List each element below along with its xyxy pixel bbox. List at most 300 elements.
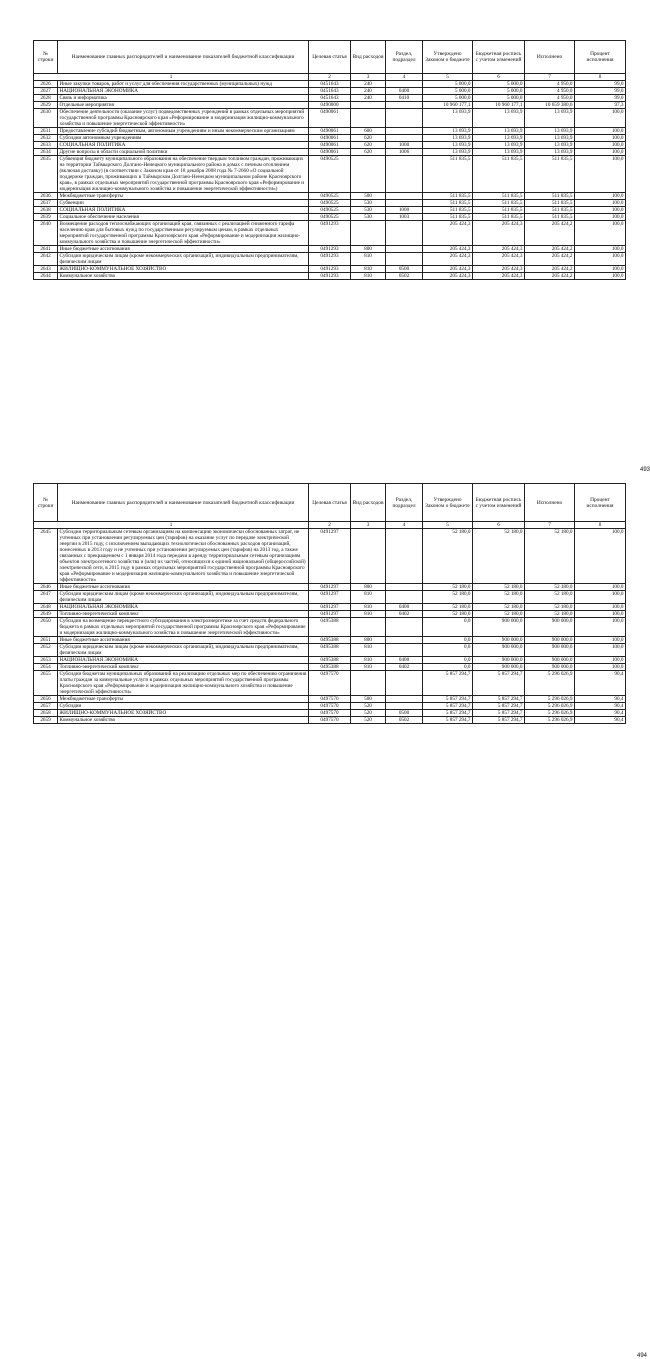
expense-type-cell: 810: [351, 273, 386, 280]
executed-amount-cell: 900 000,0: [525, 657, 575, 664]
row-name-cell: Субсидии: [58, 703, 309, 710]
column-number-cell: 3: [351, 74, 386, 81]
section-cell: 0400: [386, 657, 423, 664]
expense-type-cell: 520: [351, 703, 386, 710]
target-article-cell: 0495388: [309, 657, 351, 664]
approved-amount-cell: 511 835,5: [423, 200, 473, 207]
row-number-cell: 2635: [34, 156, 58, 193]
budget-list-amount-cell: 900 000,0: [473, 644, 525, 657]
row-name-cell: Субсидии на возмещение перекрестного субсидирования в электроэнергетике за счет средств федерального бюджета в рамках отдельных мероприятий государственной программы Красноярского края «Реформирование и модернизация жилищно-коммунального хозяйства и повышение энергетической эффективности»: [58, 618, 309, 637]
target-article-cell: 0491297: [309, 529, 351, 584]
expense-type-cell: 620: [351, 149, 386, 156]
executed-amount-cell: 900 000,0: [525, 637, 575, 644]
percent-cell: 100,0: [575, 266, 626, 273]
approved-amount-cell: 13 693,9: [423, 135, 473, 142]
table-row: [34, 95, 626, 102]
table-row: [34, 696, 626, 703]
section-cell: [386, 671, 423, 696]
percent-cell: 90,4: [575, 696, 626, 703]
row-number-cell: 2654: [34, 664, 58, 671]
header-row-number: № строки: [34, 484, 58, 522]
percent-cell: 100,0: [575, 221, 626, 246]
row-number-cell: 2627: [34, 88, 58, 95]
target-article-cell: 0490000: [309, 102, 351, 109]
approved-amount-cell: 52 180,0: [423, 591, 473, 604]
approved-amount-cell: 13 693,9: [423, 142, 473, 149]
executed-amount-cell: 52 180,0: [525, 604, 575, 611]
row-name-cell: СОЦИАЛЬНАЯ ПОЛИТИКА: [58, 142, 309, 149]
percent-cell: 100,0: [575, 529, 626, 584]
target-article-cell: 0490525: [309, 214, 351, 221]
target-article-cell: 0495388: [309, 618, 351, 637]
table-row: [34, 266, 626, 273]
approved-amount-cell: 0,0: [423, 644, 473, 657]
table-row: [34, 207, 626, 214]
budget-list-amount-cell: 511 835,5: [473, 193, 525, 200]
header-executed: Исполнено: [525, 41, 575, 74]
expense-type-cell: [351, 221, 386, 246]
budget-list-amount-cell: 5 857 294,7: [473, 717, 525, 724]
row-name-cell: Иные бюджетные ассигнования: [58, 584, 309, 591]
target-article-cell: 0491293: [309, 273, 351, 280]
percent-cell: 100,0: [575, 207, 626, 214]
section-cell: 0400: [386, 604, 423, 611]
section-cell: 0500: [386, 266, 423, 273]
target-article-cell: 0490061: [309, 142, 351, 149]
budget-list-amount-cell: 205 424,3: [473, 253, 525, 266]
section-cell: [386, 618, 423, 637]
approved-amount-cell: 13 693,9: [423, 128, 473, 135]
approved-amount-cell: 205 424,3: [423, 273, 473, 280]
target-article-cell: 0451643: [309, 95, 351, 102]
approved-amount-cell: 205 424,3: [423, 221, 473, 246]
section-cell: [386, 584, 423, 591]
executed-amount-cell: 5 296 026,9: [525, 696, 575, 703]
approved-amount-cell: 5 000,0: [423, 88, 473, 95]
row-name-cell: Отдельные мероприятия: [58, 102, 309, 109]
percent-cell: 100,0: [575, 611, 626, 618]
budget-list-amount-cell: 13 693,9: [473, 142, 525, 149]
executed-amount-cell: 13 693,9: [525, 142, 575, 149]
executed-amount-cell: 4 950,0: [525, 95, 575, 102]
section-cell: 0502: [386, 273, 423, 280]
header-expense-type: Вид расходов: [351, 484, 386, 522]
approved-amount-cell: 5 857 294,7: [423, 696, 473, 703]
row-name-cell: Межбюджетные трансферты: [58, 696, 309, 703]
section-cell: 1000: [386, 207, 423, 214]
row-name-cell: Субсидии бюджетам муниципальных образований на реализацию отдельных мер по обеспечению ограничения платы граждан за коммунальные услуги в рамках отдельных мероприятий государственной программы Красноярского края «Реформирование и модернизация жилищно-коммунального хозяйства и повышение энергетической эффективности»: [58, 671, 309, 696]
row-name-cell: Топливно-энергетический комплекс: [58, 611, 309, 618]
target-article-cell: 0491293: [309, 253, 351, 266]
table-row: [34, 221, 626, 246]
row-name-cell: Обеспечение деятельности (оказание услуг) подведомственных учреждений в рамках отдельных мероприятий государственной программы Красноярского края «Реформирование и модернизация жилищно-коммунального хозяйства и повышение энергетической эффективности»: [58, 109, 309, 128]
executed-amount-cell: 13 693,9: [525, 135, 575, 142]
column-number-row: [34, 74, 626, 81]
executed-amount-cell: 4 950,0: [525, 88, 575, 95]
expense-type-cell: 500: [351, 193, 386, 200]
target-article-cell: 0490061: [309, 135, 351, 142]
percent-cell: 100,0: [575, 142, 626, 149]
budget-list-amount-cell: 52 180,0: [473, 604, 525, 611]
executed-amount-cell: 5 296 026,9: [525, 717, 575, 724]
row-number-cell: 2638: [34, 207, 58, 214]
budget-list-amount-cell: 205 424,3: [473, 273, 525, 280]
percent-cell: 100,0: [575, 664, 626, 671]
percent-cell: 99,0: [575, 95, 626, 102]
row-number-cell: 2630: [34, 109, 58, 128]
section-cell: [386, 696, 423, 703]
table-row: [34, 214, 626, 221]
expense-type-cell: 530: [351, 207, 386, 214]
executed-amount-cell: 52 180,0: [525, 591, 575, 604]
budget-list-amount-cell: 5 000,0: [473, 95, 525, 102]
table-row: [34, 604, 626, 611]
table-row: [34, 644, 626, 657]
section-cell: [386, 81, 423, 88]
table-row: [34, 611, 626, 618]
target-article-cell: 0491297: [309, 611, 351, 618]
expense-type-cell: 810: [351, 266, 386, 273]
budget-list-amount-cell: 5 857 294,7: [473, 710, 525, 717]
row-name-cell: Иные бюджетные ассигнования: [58, 246, 309, 253]
expense-type-cell: [351, 156, 386, 193]
target-article-cell: 0491297: [309, 591, 351, 604]
percent-cell: 90,4: [575, 710, 626, 717]
section-cell: [386, 221, 423, 246]
expense-type-cell: 240: [351, 81, 386, 88]
target-article-cell: 0497570: [309, 717, 351, 724]
header-section: Раздел, подраздел: [386, 41, 423, 74]
approved-amount-cell: 5 857 294,7: [423, 703, 473, 710]
target-article-cell: 0495388: [309, 637, 351, 644]
percent-cell: 100,0: [575, 109, 626, 128]
table-row: [34, 253, 626, 266]
table-row: [34, 710, 626, 717]
approved-amount-cell: 0,0: [423, 664, 473, 671]
percent-cell: 100,0: [575, 128, 626, 135]
header-budget-list: Бюджетная роспись с учетом изменений: [473, 41, 525, 74]
row-number-cell: 2647: [34, 591, 58, 604]
expense-type-cell: [351, 529, 386, 584]
executed-amount-cell: 900 000,0: [525, 644, 575, 657]
target-article-cell: 0490525: [309, 200, 351, 207]
row-name-cell: Субсидии юридическим лицам (кроме некоммерческих организаций), индивидуальным предпринимателям, физическим лицам: [58, 253, 309, 266]
column-number-cell: 7: [525, 74, 575, 81]
header-row-number: № строки: [34, 41, 58, 74]
expense-type-cell: 810: [351, 664, 386, 671]
table-row: [34, 591, 626, 604]
table-row: [34, 193, 626, 200]
target-article-cell: 0490525: [309, 156, 351, 193]
table-row: [34, 81, 626, 88]
budget-page-493: [33, 40, 650, 473]
section-cell: [386, 135, 423, 142]
executed-amount-cell: 511 835,5: [525, 207, 575, 214]
row-number-cell: 2629: [34, 102, 58, 109]
column-number-cell: 7: [525, 522, 575, 529]
table-row: [34, 156, 626, 193]
row-name-cell: Межбюджетные трансферты: [58, 193, 309, 200]
target-article-cell: 0495388: [309, 644, 351, 657]
percent-cell: 100,0: [575, 637, 626, 644]
row-number-cell: 2653: [34, 657, 58, 664]
column-number-cell: 3: [351, 522, 386, 529]
table-row: [34, 246, 626, 253]
section-cell: [386, 156, 423, 193]
table-row: [34, 637, 626, 644]
approved-amount-cell: 511 835,5: [423, 156, 473, 193]
budget-list-amount-cell: 5 857 294,7: [473, 703, 525, 710]
percent-cell: 100,0: [575, 273, 626, 280]
row-number-cell: 2633: [34, 142, 58, 149]
approved-amount-cell: 52 180,0: [423, 584, 473, 591]
table-row: [34, 703, 626, 710]
percent-cell: 100,0: [575, 584, 626, 591]
budget-list-amount-cell: 900 000,0: [473, 657, 525, 664]
executed-amount-cell: 5 296 026,9: [525, 703, 575, 710]
table-row: [34, 671, 626, 696]
target-article-cell: 0497570: [309, 710, 351, 717]
header-target-article: Целевая статья: [309, 484, 351, 522]
percent-cell: 100,0: [575, 214, 626, 221]
column-number-cell: 5: [423, 522, 473, 529]
approved-amount-cell: 5 000,0: [423, 95, 473, 102]
section-cell: [386, 200, 423, 207]
percent-cell: 99,0: [575, 81, 626, 88]
approved-amount-cell: 0,0: [423, 657, 473, 664]
budget-list-amount-cell: 205 424,3: [473, 221, 525, 246]
approved-amount-cell: 205 424,3: [423, 266, 473, 273]
row-name-cell: НАЦИОНАЛЬНАЯ ЭКОНОМИКА: [58, 604, 309, 611]
expense-type-cell: 810: [351, 604, 386, 611]
section-cell: [386, 591, 423, 604]
row-name-cell: Иные закупки товаров, работ и услуг для обеспечения государственных (муниципальных) нужд: [58, 81, 309, 88]
percent-cell: 90,4: [575, 717, 626, 724]
budget-list-amount-cell: 511 835,5: [473, 200, 525, 207]
budget-list-amount-cell: 900 000,0: [473, 618, 525, 637]
budget-list-amount-cell: 205 424,3: [473, 246, 525, 253]
approved-amount-cell: 10 960 177,1: [423, 102, 473, 109]
header-executed: Исполнено: [525, 484, 575, 522]
row-name-cell: Субвенции: [58, 200, 309, 207]
budget-list-amount-cell: 5 857 294,7: [473, 671, 525, 696]
approved-amount-cell: 205 424,3: [423, 246, 473, 253]
row-number-cell: 2644: [34, 273, 58, 280]
row-number-cell: 2632: [34, 135, 58, 142]
expense-type-cell: [351, 109, 386, 128]
target-article-cell: 0451643: [309, 81, 351, 88]
page-number: 493: [640, 467, 650, 473]
executed-amount-cell: 511 835,5: [525, 156, 575, 193]
budget-list-amount-cell: 511 835,5: [473, 214, 525, 221]
expense-type-cell: 810: [351, 611, 386, 618]
section-cell: [386, 644, 423, 657]
approved-amount-cell: 5 000,0: [423, 81, 473, 88]
target-article-cell: 0491297: [309, 604, 351, 611]
section-cell: 0402: [386, 664, 423, 671]
row-name-cell: Коммунальное хозяйство: [58, 717, 309, 724]
expense-type-cell: [351, 102, 386, 109]
row-number-cell: 2637: [34, 200, 58, 207]
target-article-cell: 0490061: [309, 128, 351, 135]
column-number-cell: 6: [473, 522, 525, 529]
percent-cell: 100,0: [575, 657, 626, 664]
row-name-cell: Субсидии юридическим лицам (кроме некоммерческих организаций), индивидуальным предпринимателям, физическим лицам: [58, 644, 309, 657]
column-number-cell: 4: [386, 522, 423, 529]
budget-list-amount-cell: 511 835,5: [473, 156, 525, 193]
budget-list-amount-cell: 52 180,0: [473, 529, 525, 584]
expense-type-cell: 810: [351, 253, 386, 266]
executed-amount-cell: 13 693,9: [525, 149, 575, 156]
executed-amount-cell: 10 659 380,6: [525, 102, 575, 109]
table-row: [34, 664, 626, 671]
row-number-cell: 2657: [34, 703, 58, 710]
expense-type-cell: [351, 671, 386, 696]
page-number: 494: [637, 1353, 648, 1359]
table-row: [34, 128, 626, 135]
row-name-cell: НАЦИОНАЛЬНАЯ ЭКОНОМИКА: [58, 88, 309, 95]
percent-cell: 99,0: [575, 88, 626, 95]
expense-type-cell: [351, 618, 386, 637]
table-row: [34, 529, 626, 584]
budget-list-amount-cell: 13 693,9: [473, 149, 525, 156]
header-expense-type: Вид расходов: [351, 41, 386, 74]
target-article-cell: 0495388: [309, 664, 351, 671]
expense-type-cell: 520: [351, 717, 386, 724]
section-cell: [386, 102, 423, 109]
approved-amount-cell: 13 693,9: [423, 149, 473, 156]
percent-cell: 100,0: [575, 200, 626, 207]
budget-list-amount-cell: 10 960 177,1: [473, 102, 525, 109]
percent-cell: 100,0: [575, 156, 626, 193]
row-number-cell: 2639: [34, 214, 58, 221]
row-name-cell: Социальное обеспечение населения: [58, 214, 309, 221]
executed-amount-cell: 511 835,5: [525, 193, 575, 200]
section-cell: 0410: [386, 95, 423, 102]
target-article-cell: 0497570: [309, 696, 351, 703]
executed-amount-cell: 511 835,5: [525, 214, 575, 221]
table-row: [34, 88, 626, 95]
approved-amount-cell: 52 180,0: [423, 604, 473, 611]
executed-amount-cell: 900 000,0: [525, 618, 575, 637]
executed-amount-cell: 205 424,2: [525, 273, 575, 280]
row-name-cell: Топливно-энергетический комплекс: [58, 664, 309, 671]
expense-type-cell: 810: [351, 591, 386, 604]
row-name-cell: Возмещение расходов теплоснабжающих организаций края, связанных с реализацией сниженного тарифа населению края для бытовых нужд по государственным регулируемым ценам, в рамках отдельных мероприятий государственной программы Красноярского края «Реформирование и модернизация жилищно-коммунального хозяйства и повышение энергетической эффективности»: [58, 221, 309, 246]
header-percent: Процент исполнения: [575, 41, 626, 74]
expense-type-cell: 240: [351, 88, 386, 95]
percent-cell: 100,0: [575, 246, 626, 253]
section-cell: 1006: [386, 149, 423, 156]
row-number-cell: 2641: [34, 246, 58, 253]
header-section: Раздел, подраздел: [386, 484, 423, 522]
expense-type-cell: 620: [351, 142, 386, 149]
expense-type-cell: 810: [351, 644, 386, 657]
header-name: Наименование главных распорядителей и наименование показателей бюджетной классификации: [58, 41, 309, 74]
expense-type-cell: 800: [351, 246, 386, 253]
expense-type-cell: 240: [351, 95, 386, 102]
column-number-cell: 1: [34, 74, 309, 81]
column-number-cell: 6: [473, 74, 525, 81]
percent-cell: 100,0: [575, 618, 626, 637]
row-number-cell: 2658: [34, 710, 58, 717]
executed-amount-cell: 205 424,2: [525, 253, 575, 266]
approved-amount-cell: 511 835,5: [423, 214, 473, 221]
table-row: [34, 273, 626, 280]
budget-list-amount-cell: 52 180,0: [473, 611, 525, 618]
row-number-cell: 2628: [34, 95, 58, 102]
header-percent: Процент исполнения: [575, 484, 626, 522]
row-number-cell: 2659: [34, 717, 58, 724]
row-name-cell: Субсидии автономным учреждениям: [58, 135, 309, 142]
executed-amount-cell: 13 693,9: [525, 109, 575, 128]
row-name-cell: ЖИЛИЩНО-КОММУНАЛЬНОЕ ХОЗЯЙСТВО: [58, 266, 309, 273]
row-name-cell: Другие вопросы в области социальной политики: [58, 149, 309, 156]
row-number-cell: 2643: [34, 266, 58, 273]
row-number-cell: 2634: [34, 149, 58, 156]
row-number-cell: 2640: [34, 221, 58, 246]
header-target-article: Целевая статья: [309, 41, 351, 74]
target-article-cell: 0490061: [309, 149, 351, 156]
target-article-cell: 0451643: [309, 88, 351, 95]
target-article-cell: 0491297: [309, 584, 351, 591]
expense-type-cell: 600: [351, 128, 386, 135]
target-article-cell: 0491293: [309, 246, 351, 253]
row-name-cell: Связь и информатика: [58, 95, 309, 102]
approved-amount-cell: 5 857 294,7: [423, 710, 473, 717]
executed-amount-cell: 511 835,5: [525, 200, 575, 207]
row-name-cell: Предоставление субсидий бюджетным, автономным учреждениям и иным некоммерческим организациям: [58, 128, 309, 135]
approved-amount-cell: 511 835,5: [423, 207, 473, 214]
column-number-cell: 5: [423, 74, 473, 81]
section-cell: 0500: [386, 710, 423, 717]
executed-amount-cell: 205 424,2: [525, 266, 575, 273]
approved-amount-cell: 5 857 294,7: [423, 717, 473, 724]
executed-amount-cell: 52 180,0: [525, 584, 575, 591]
percent-cell: 100,0: [575, 193, 626, 200]
budget-list-amount-cell: 52 180,0: [473, 584, 525, 591]
section-cell: [386, 109, 423, 128]
target-article-cell: 0497570: [309, 703, 351, 710]
column-number-cell: 4: [386, 74, 423, 81]
table-row: [34, 584, 626, 591]
target-article-cell: 0497570: [309, 671, 351, 696]
approved-amount-cell: 13 693,9: [423, 109, 473, 128]
row-number-cell: 2655: [34, 671, 58, 696]
row-name-cell: Субвенция бюджету муниципального образования на обеспечение твердым топливом граждан, проживающих на территории Таймырского Долгано-Ненецкого муниципального района в домах с печным отоплением (включая доставку) (в соответствии с Законом края от 18 декабря 2008 года № 7-2660 «О социальной поддержке граждан, проживающих в Таймырском Долгано-Ненецком муниципальном районе Красноярского края», в рамках отдельных мероприятий государственной программы Красноярского края «Реформирование и модернизация жилищно-коммунального хозяйства и повышение энергетической эффективности»): [58, 156, 309, 193]
row-number-cell: 2642: [34, 253, 58, 266]
budget-list-amount-cell: 900 000,0: [473, 664, 525, 671]
executed-amount-cell: 52 180,0: [525, 529, 575, 584]
row-number-cell: 2656: [34, 696, 58, 703]
row-number-cell: 2652: [34, 644, 58, 657]
executed-amount-cell: 205 424,2: [525, 246, 575, 253]
table-row: [34, 618, 626, 637]
percent-cell: 100,0: [575, 149, 626, 156]
section-cell: [386, 253, 423, 266]
approved-amount-cell: 52 180,0: [423, 529, 473, 584]
table-row: [34, 200, 626, 207]
budget-list-amount-cell: 5 000,0: [473, 88, 525, 95]
column-number-cell: 8: [575, 522, 626, 529]
table-row: [34, 135, 626, 142]
section-cell: 1003: [386, 214, 423, 221]
section-cell: 0400: [386, 88, 423, 95]
row-name-cell: Субсидии юридическим лицам (кроме некоммерческих организаций), индивидуальным предпринимателям, физическим лицам: [58, 591, 309, 604]
budget-table: [33, 40, 626, 280]
expense-type-cell: 520: [351, 710, 386, 717]
executed-amount-cell: 4 950,0: [525, 81, 575, 88]
